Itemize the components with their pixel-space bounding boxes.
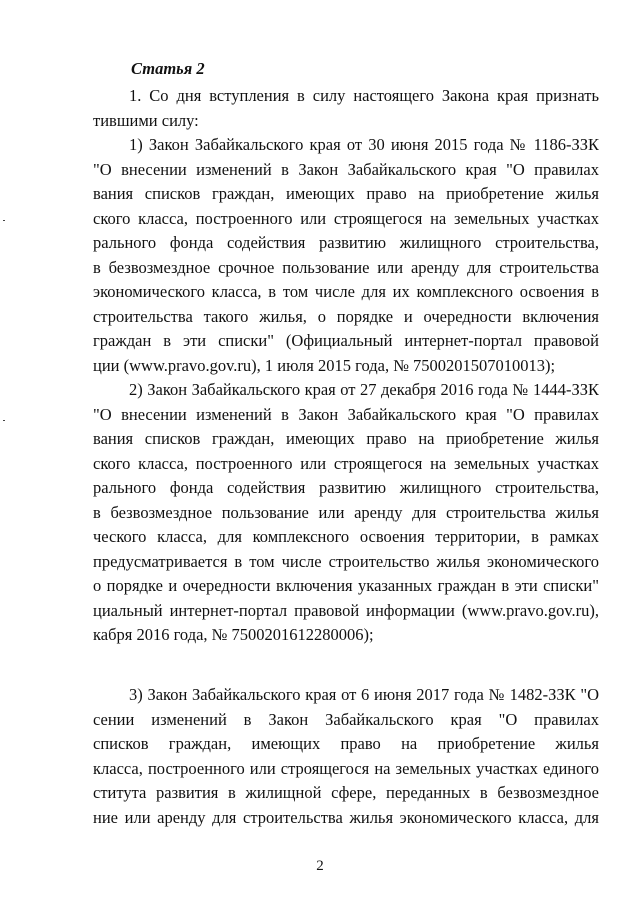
text-line: 1. Со дня вступления в силу настоящего Закона края признать [129, 86, 599, 105]
text-line: ческого класса, для комплексного освоения территории, в рамках [93, 527, 599, 546]
text-line: сении изменений в Закон Забайкальского края "О правилах [93, 709, 599, 729]
text-line: "О внесении изменений в Закон Забайкальского края "О правилах [93, 404, 599, 424]
text-line: ского класса, построенного или строящегося на земельных участках [93, 453, 599, 473]
text-line: ние или аренду для строительства жилья экономического класса, для [93, 807, 599, 827]
paragraph-3 [93, 378, 599, 648]
paragraph-4 [93, 683, 599, 830]
text-line: 2) Закон Забайкальского края от 27 декабря 2016 года № 1444-ЗЗК [129, 380, 599, 399]
text-line: ции (www.pravo.gov.ru), 1 июля 2015 года, № 7500201507010013); [93, 355, 556, 375]
text-line: вания списков граждан, имеющих право на приобретение жилья [93, 184, 599, 203]
text-line: 1) Закон Забайкальского края от 30 июня 2015 года № 1186-ЗЗК [129, 135, 599, 154]
text-line: списков граждан, имеющих право на приобретение жилья [93, 734, 599, 753]
text-line: строительства такого жилья, о порядке и очередности включения [93, 306, 599, 326]
article-heading: Статья 2 [131, 59, 205, 78]
text-line: в безвозмездное пользование или аренду для строительства жилья [93, 502, 599, 522]
text-line: экономического класса, в том числе для их комплексного освоения в [93, 282, 599, 301]
paragraph-2 [93, 133, 599, 378]
text-line: ститута развития в жилищной сфере, переданных в безвозмездное [93, 783, 599, 802]
text-line: предусматривается в том числе строительство жилья экономического [93, 551, 599, 571]
text-line: рального фонда содействия развитию жилищного строительства, [93, 233, 599, 252]
paragraph-1 [93, 84, 599, 133]
text-line: рального фонда содействия развитию жилищного строительства, [93, 478, 599, 497]
text-line: класса, построенного или строящегося на земельных участках единого [93, 758, 599, 778]
page-number: 2 [316, 858, 324, 874]
text-line: "О внесении изменений в Закон Забайкальского края "О правилах [93, 159, 599, 179]
text-line: в безвозмездное срочное пользование или аренду для строительства [93, 257, 599, 277]
text-line: о порядке и очередности включения указанных граждан в эти списки" [93, 576, 599, 595]
text-line: 3) Закон Забайкальского края от 6 июня 2017 года № 1482-ЗЗК "О [129, 685, 599, 704]
margin-mark [3, 420, 5, 421]
text-line: ского класса, построенного или строящегося на земельных участках [93, 208, 599, 228]
text-line: вания списков граждан, имеющих право на приобретение жилья [93, 429, 599, 448]
text-line: тившими силу: [93, 110, 199, 130]
text-line: циальный интернет-портал правовой информации (www.pravo.gov.ru), [93, 600, 599, 620]
text-line: кабря 2016 года, № 7500201612280006); [93, 625, 374, 644]
text-line: граждан в эти списки" (Официальный интернет-портал правовой [93, 331, 599, 350]
margin-mark [3, 220, 5, 221]
